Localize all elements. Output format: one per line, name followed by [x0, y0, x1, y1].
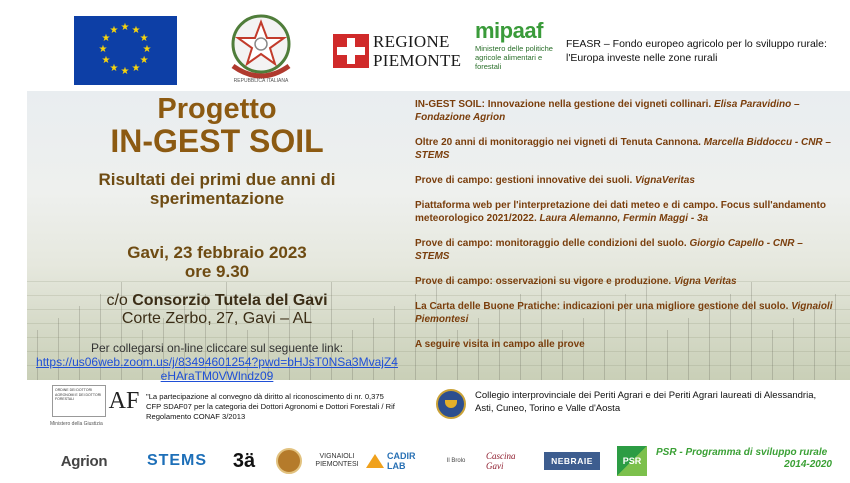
subtitle-line-1: Risultati dei primi due anni di: [98, 170, 336, 189]
cascina-wordmark: Cascina Gavi: [486, 451, 516, 471]
program-item-text: A seguire visita in campo alle prove: [415, 339, 585, 350]
program-item: [415, 98, 840, 124]
feasr-line-1: FEASR – Fondo europeo agricolo per lo sviluppo rurale:: [566, 38, 827, 50]
program-item-speaker: VignaVeritas: [635, 175, 695, 186]
regione-piemonte-logo: [333, 32, 462, 72]
stems-wordmark: STEMS: [146, 452, 208, 469]
collegio-line-2: Asti, Cuneo, Torino e Valle d'Aosta: [475, 403, 621, 414]
mipaaf-logo: [475, 18, 555, 84]
eu-star-icon: ★: [98, 44, 108, 55]
program-item: [415, 237, 840, 263]
event-date: Gavi, 23 febbraio 2023: [127, 243, 307, 262]
venue-prefix: c/o: [106, 292, 128, 309]
cfp-line-2: CFP SDAF07 per la categoria dei Dottori Agronomi e Dottori Forestali / Rif: [146, 402, 395, 411]
collegio-periti-text: [475, 389, 847, 415]
eu-star-icon: ★: [131, 63, 141, 75]
program-item-speaker: Laura Alemanno, Fermin Maggi - 3a: [539, 213, 709, 224]
cfp-line-1: "La partecipazione al convegno dà diritto al riconoscimento di nr. 0,375: [146, 392, 384, 401]
psr-title: PSR - Programma di sviluppo rurale: [656, 447, 828, 458]
event-subtitle: [27, 170, 407, 208]
nebraie-logo: [544, 452, 600, 470]
program-item-speaker: Elisa Paravidino – Fondazione Agrion: [415, 99, 800, 123]
cadir-lab-logo: [366, 447, 428, 475]
brolo-wordmark: Il Brolo: [446, 457, 466, 464]
eu-flag-logo: [74, 16, 177, 85]
tre-a-logo: [224, 447, 264, 475]
ordine-caption: Ministero della Giustizia: [50, 421, 103, 427]
title-line-1: Progetto: [157, 93, 277, 125]
program-item-text: Piattaforma web per l'interpretazione dei dati meteo e di campo. Focus sull'andamento meteorologico 2021/2022.: [415, 200, 826, 224]
program-item-speaker: Vigna Veritas: [673, 276, 737, 287]
stems-logo: [138, 447, 216, 475]
svg-text:REPUBBLICA ITALIANA: REPUBBLICA ITALIANA: [233, 78, 289, 84]
psr-box-icon: PSR: [617, 446, 647, 476]
vigna-veritas-seal-icon: [272, 447, 306, 475]
program-item: [415, 174, 840, 187]
link-intro-text: Per collegarsi on-line cliccare sul seguente link:: [90, 341, 344, 355]
venue-address: Corte Zerbo, 27, Gavi – AL: [121, 310, 313, 327]
psr-years: 2014-2020: [784, 459, 832, 470]
mipaaf-wordmark: mipaaf: [475, 18, 543, 43]
program-item-speaker: Marcella Biddoccu - CNR – STEMS: [415, 137, 831, 161]
program-item-speaker: Vignaioli Piemontesi: [415, 301, 833, 325]
venue-line: [27, 292, 407, 310]
eu-star-icon: ★: [101, 55, 111, 66]
feasr-caption: [566, 37, 850, 65]
cadir-triangle-icon: [366, 454, 384, 468]
feasr-line-2: l'Europa investe nelle zone rurali: [566, 52, 718, 64]
agrion-logo: [45, 447, 123, 475]
program-item-text: Oltre 20 anni di monitoraggio nei vigneti di Tenuta Cannona.: [415, 137, 701, 148]
cfp-notice: [146, 392, 428, 422]
ordine-agronomi-logo: ORDINE DEI DOTTORI AGRONOMI E DEI DOTTORI FORESTALI: [52, 385, 106, 417]
eu-star-icon: ★: [101, 33, 111, 44]
program-list: [415, 98, 840, 363]
venue-name: Consorzio Tutela del Gavi: [132, 292, 328, 309]
agrion-wordmark: Agrion: [60, 452, 108, 470]
eu-star-icon: ★: [131, 24, 141, 36]
program-item: [415, 338, 840, 351]
program-item-speaker: Giorgio Capello - CNR – STEMS: [415, 238, 803, 262]
tre-a-wordmark: 3ä: [232, 449, 256, 472]
title-line-2: IN-GEST SOIL: [110, 123, 324, 159]
eu-star-icon: ★: [120, 66, 130, 77]
mipaaf-subtitle: Ministero delle politiche agricole alimentari e forestali: [475, 44, 553, 71]
vignaioli-wordmark: VIGNAIOLI PIEMONTESI: [315, 453, 359, 468]
vignaioli-piemontesi-logo: [312, 447, 362, 475]
program-item: [415, 275, 840, 288]
program-item-text: Prove di campo: osservazioni su vigore e produzione.: [415, 276, 672, 287]
program-item-text: La Carta delle Buone Pratiche: indicazioni per una migliore gestione del suolo.: [415, 301, 789, 312]
eu-star-icon: ★: [139, 33, 149, 44]
program-item-text: IN-GEST SOIL: Innovazione nella gestione dei vigneti collinari.: [415, 99, 712, 110]
piemonte-cross-icon: [333, 34, 369, 68]
eu-star-icon: ★: [109, 63, 119, 75]
zoom-link[interactable]: https://us06web.zoom.us/j/83494601254?pwd=bHJsT0NSa3MvajZ4eHAraTM0VWlndz09: [36, 355, 398, 383]
program-item: [415, 136, 840, 162]
program-item: [415, 199, 840, 225]
subtitle-line-2: sperimentazione: [149, 189, 285, 208]
af-logo: AF: [108, 388, 140, 414]
brolo-logo: [436, 447, 476, 475]
italian-republic-emblem: [220, 6, 302, 88]
collegio-line-1: Collegio interprovinciale dei Periti Agrari e dei Periti Agrari laureati di Alessandria,: [475, 390, 817, 401]
eu-star-icon: ★: [120, 22, 130, 33]
cascina-logo: [486, 447, 534, 475]
regione-piemonte-text: REGIONE PIEMONTE: [373, 32, 462, 70]
event-title: [27, 94, 407, 158]
psr-logo: [610, 447, 654, 475]
event-datetime: [27, 243, 407, 281]
cadir-wordmark: CADIR LAB: [387, 451, 416, 471]
program-item: [415, 300, 840, 326]
psr-caption: [656, 447, 850, 471]
event-venue: [27, 292, 407, 328]
eu-star-icon: ★: [142, 44, 152, 55]
program-item-text: Prove di campo: monitoraggio delle condizioni del suolo.: [415, 238, 687, 249]
nebraie-wordmark: NEBRAIE: [551, 456, 593, 466]
event-time: ore 9.30: [184, 262, 250, 281]
program-item-text: Prove di campo: gestioni innovative dei suoli.: [415, 175, 633, 186]
eu-star-icon: ★: [139, 55, 149, 66]
collegio-periti-logo: [436, 389, 466, 419]
cfp-line-3: Regolamento CONAF 3/2013: [146, 412, 246, 421]
eu-star-icon: ★: [109, 24, 119, 36]
